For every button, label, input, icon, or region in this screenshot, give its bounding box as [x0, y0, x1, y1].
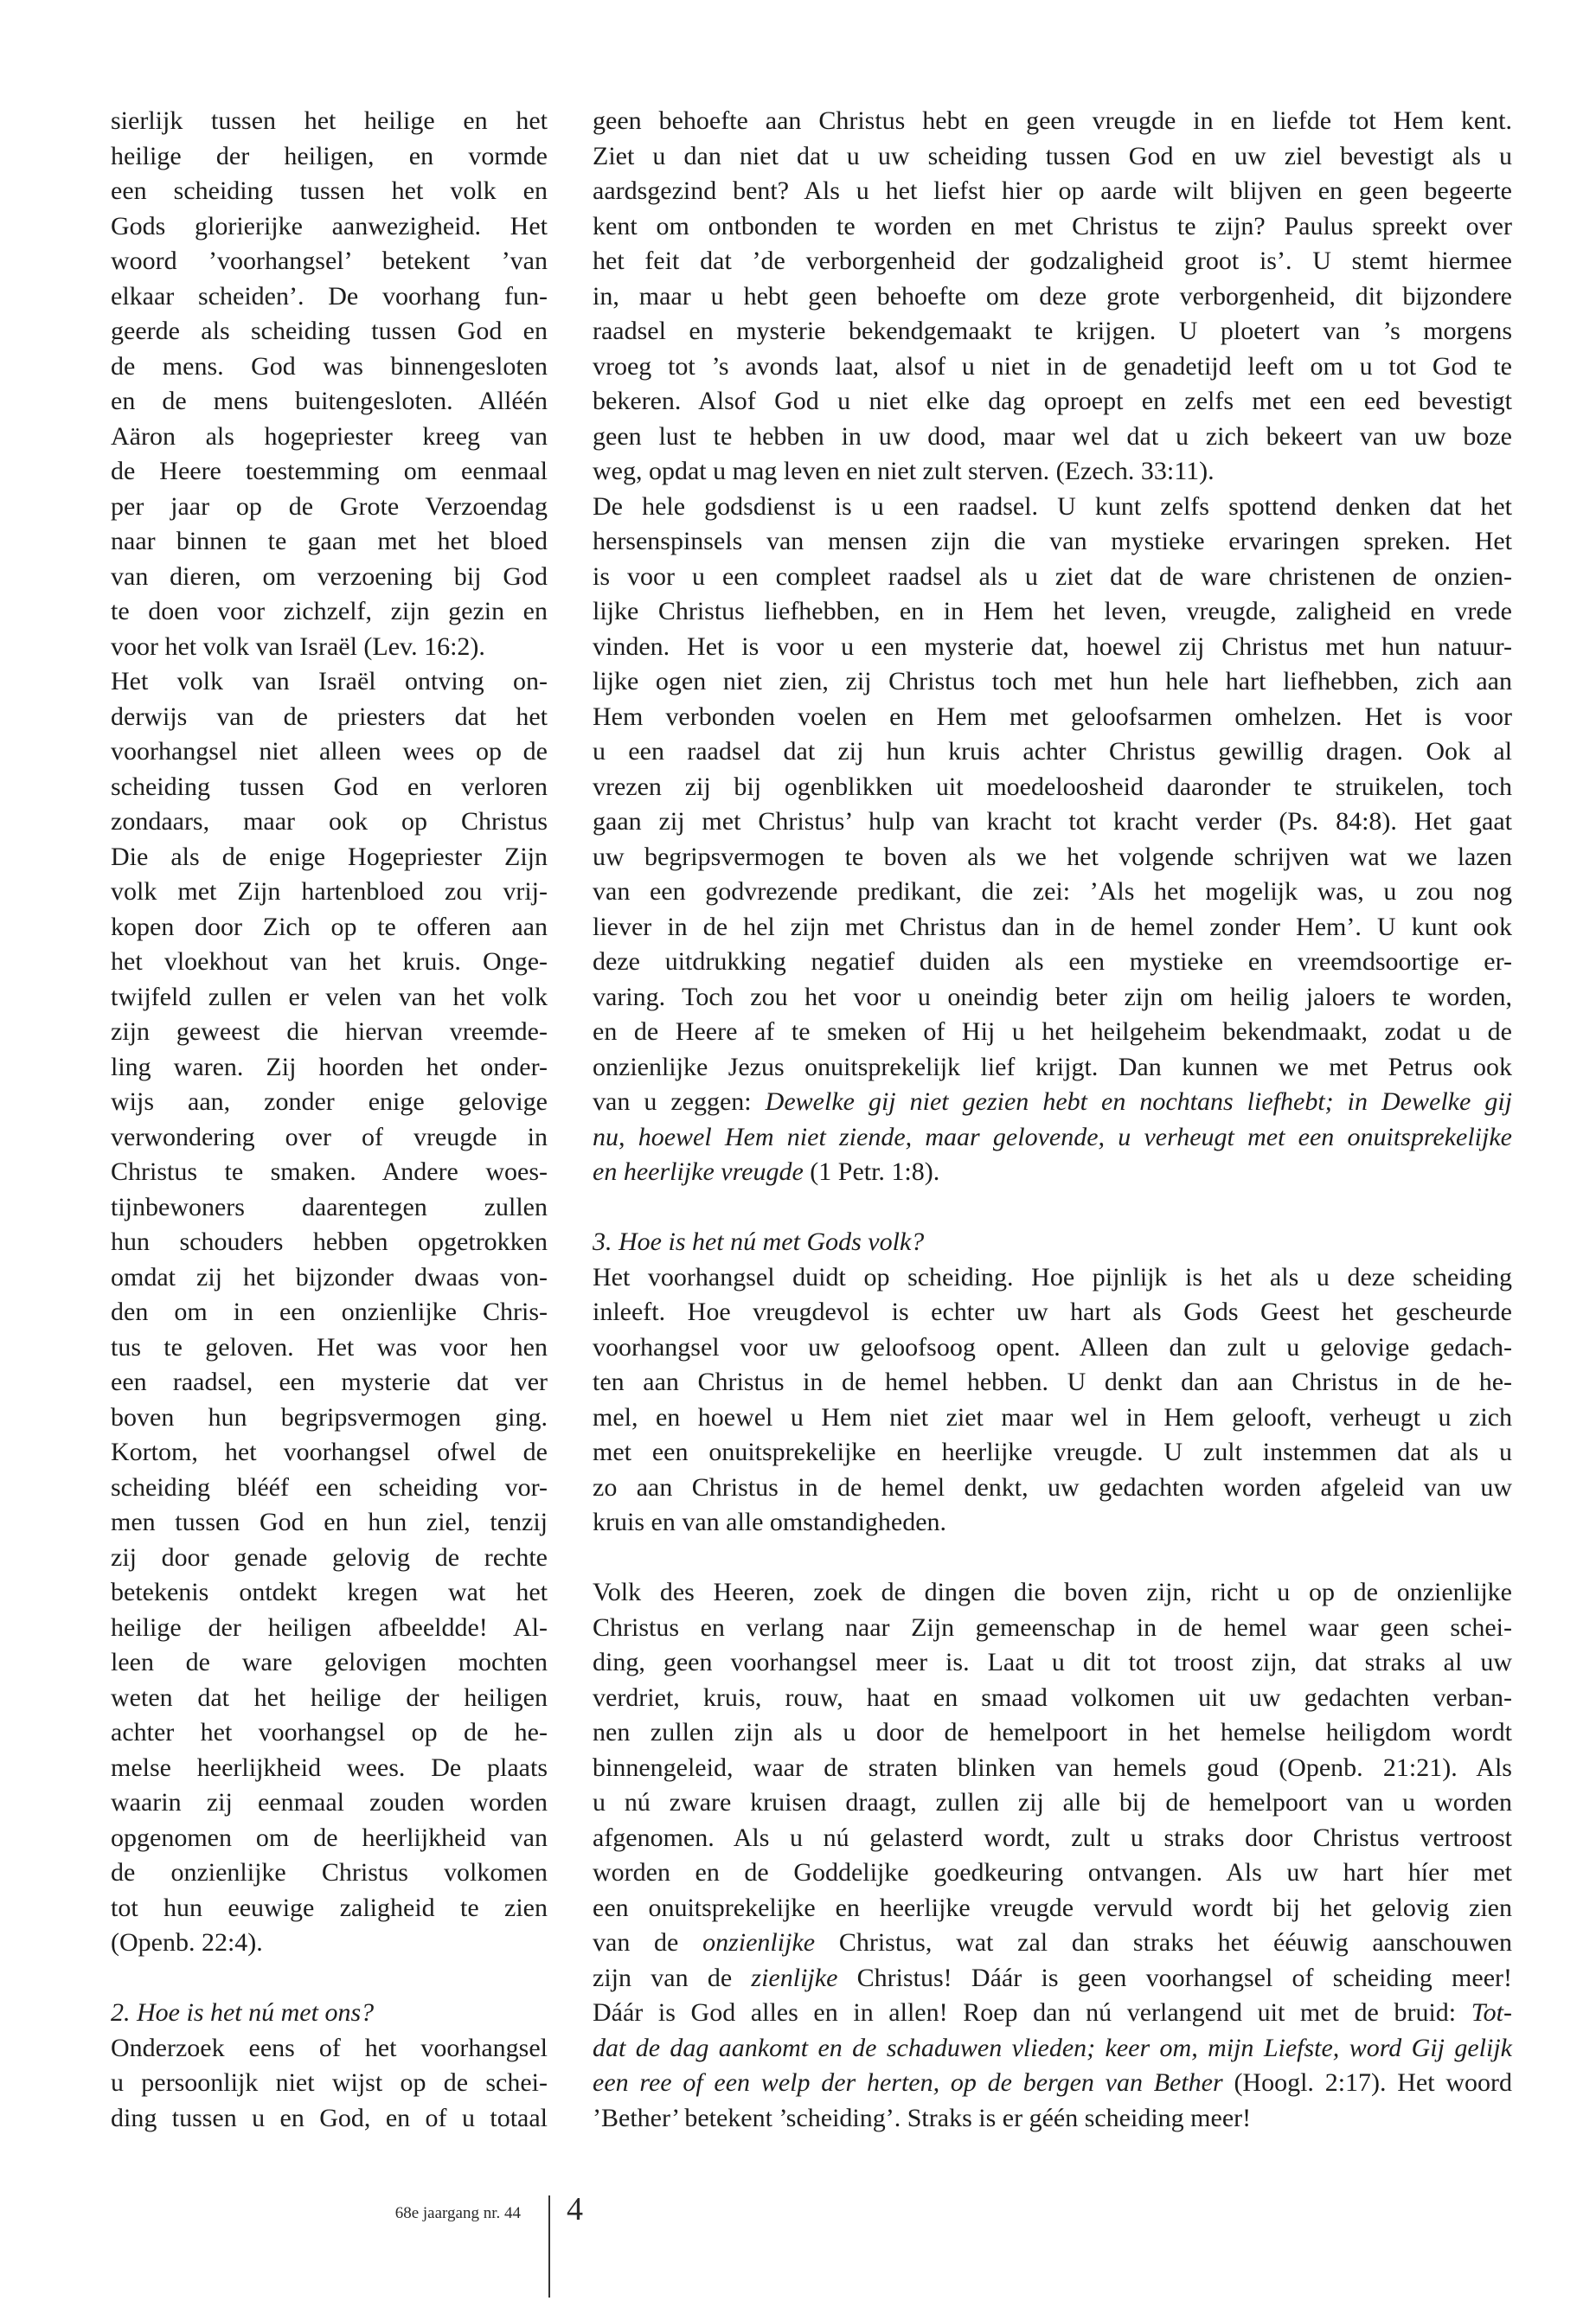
text-segment: zijn van de [593, 1963, 752, 1992]
text-line: vrezen zij bij ogenblikken uit moedeloosheid daaronder te struikelen, toch [593, 772, 1512, 801]
italic-quote: een ree of een welp der herten, op de bergen van Bether [593, 2068, 1223, 2097]
text-line: den om in een onzienlijke Chris- [111, 1298, 548, 1326]
text-line: ding, geen voorhangsel meer is. Laat u dit tot troost zijn, dat straks al uw [593, 1648, 1512, 1676]
text-line: geerde als scheiding tussen God en [111, 317, 548, 345]
text-line: binnengeleid, waar de straten blinken van hemels goud (Openb. 21:21). Als [593, 1753, 1512, 1782]
text-line: u persoonlijk niet wijst op de schei- [111, 2068, 548, 2097]
text-line: De hele godsdienst is u een raadsel. U kunt zelfs spottend denken dat het [593, 491, 1512, 521]
text-line: ding tussen u en God, en of u totaal [111, 2103, 548, 2132]
text-line: weten dat het heilige der heiligen [111, 1682, 548, 1712]
text-line: is voor u een compleet raadsel als u ziet dat de ware christenen de onzien- [593, 561, 1512, 591]
text-line: weg, opdat u mag leven en niet zult sterven. (Ezech. 33:11). [593, 457, 1215, 485]
left-column [111, 104, 548, 2136]
text-line: de mens. God was binnengesloten [111, 351, 548, 381]
section-heading: 3. Hoe is het nú met Gods volk? [593, 1227, 925, 1256]
text-line: Die als de enige Hogepriester Zijn [111, 842, 548, 871]
text-line: lijke ogen niet zien, zij Christus toch met hun hele hart liefhebben, zich aan [593, 667, 1512, 695]
text-segment: van u zeggen: [593, 1087, 766, 1116]
text-line: uw begripsvermogen te boven als we het volgende schrijven wat we lazen [593, 842, 1512, 871]
italic-quote: zienlijke [751, 1963, 838, 1992]
italic-quote: onzienlijke [702, 1928, 816, 1957]
text-line: tijnbewoners daarentegen zullen [111, 1192, 548, 1221]
section-heading-block [593, 1225, 1512, 1260]
text-line: voorhangsel niet alleen wees op de [111, 737, 548, 766]
text-line [593, 2066, 1512, 2101]
text-line: Gods glorierijke aanwezigheid. Het [111, 211, 548, 240]
paragraph [593, 1260, 1512, 1541]
text-line: ling waren. Zij hoorden het onder- [111, 1052, 548, 1081]
text-line: voorhangsel voor uw geloofsoog opent. Alleen dan zult u gelovige gedach- [593, 1332, 1512, 1362]
text-line: zijn geweest die hiervan vreemde- [111, 1017, 548, 1046]
text-line: woord ’voorhangsel’ betekent ’van [111, 247, 548, 275]
text-line: omdat zij het bijzonder dwaas von- [111, 1262, 548, 1292]
paragraph [111, 664, 548, 1961]
text-line: vroeg tot ’s avonds laat, alsof u niet in de genadetijd leeft om u tot God te [593, 351, 1512, 381]
text-line: inleeft. Hoe vreugdevol is echter uw hart als Gods Geest het gescheurde [593, 1298, 1512, 1326]
italic-quote: Dewelke gij niet gezien hebt en nochtans liefhebt; in Dewelke gij [765, 1087, 1512, 1116]
text-line: te doen voor zichzelf, zijn gezin en [111, 597, 548, 625]
text-line: Aäron als hogepriester kreeg van [111, 421, 548, 451]
text-line [593, 2031, 1512, 2067]
text-line: tot hun eeuwige zaligheid te zien [111, 1893, 548, 1922]
text-segment: Christus, wat zal dan straks het ééuwig aanschouwen [815, 1928, 1512, 1957]
text-line: zij door genade gelovig de rechte [111, 1542, 548, 1572]
text-line: van dieren, om verzoening bij God [111, 561, 548, 591]
text-line: lijke Christus liefhebben, en in Hem het leven, vreugde, zaligheid en vrede [593, 597, 1512, 625]
text-line: betekenis ontdekt kregen wat het [111, 1578, 548, 1606]
footer-divider [548, 2195, 550, 2298]
section-heading-block [111, 1996, 548, 2031]
text-line: de onzienlijke Christus volkomen [111, 1858, 548, 1887]
text-line: het vloekhout van het kruis. Onge- [111, 947, 548, 976]
text-line: onzienlijke Jezus onuitsprekelijk lief krijgt. Dan kunnen we met Petrus ook [593, 1052, 1512, 1081]
text-line: naar binnen te gaan met het bloed [111, 527, 548, 555]
text-line: scheiding blééf een scheiding vor- [111, 1472, 548, 1502]
text-segment: Christus! Dáár is geen voorhangsel of scheiding meer! [837, 1963, 1512, 1992]
text-line [593, 1120, 1512, 1156]
text-segment: Dáár is God alles en in allen! Roep dan nú verlangend uit met de bruid: [593, 1998, 1471, 2027]
text-line: per jaar op de Grote Verzoendag [111, 491, 548, 521]
text-line: ten aan Christus in de hemel hebben. U denkt dan aan Christus in de he- [593, 1368, 1512, 1396]
text-line: en de Heere af te smeken of Hij u het heilgeheim bekendmaakt, zodat u de [593, 1017, 1512, 1046]
text-line [593, 1961, 1512, 1997]
text-line: volk met Zijn hartenbloed zou vrij- [111, 877, 548, 906]
italic-quote: Tot- [1471, 1998, 1512, 2027]
text-line: vinden. Het is voor u een mysterie dat, hoewel zij Christus met hun natuur- [593, 631, 1512, 661]
text-line: tus te geloven. Het was voor hen [111, 1332, 548, 1362]
text-line: melse heerlijkheid wees. De plaats [111, 1753, 548, 1782]
text-line: u een raadsel dat zij hun kruis achter Christus gewillig dragen. Ook al [593, 737, 1512, 766]
text-line: Christus te smaken. Andere woes- [111, 1157, 548, 1186]
text-line: geen lust te hebben in uw dood, maar wel dat u zich bekeert van uw boze [593, 421, 1512, 451]
text-line: Onderzoek eens of het voorhangsel [111, 2033, 548, 2062]
text-line: opgenomen om de heerlijkheid van [111, 1823, 548, 1852]
text-line: aardsgezind bent? Als u het liefst hier op aarde wilt blijven en geen begeerte [593, 176, 1512, 205]
text-line: voor het volk van Israël (Lev. 16:2). [111, 631, 485, 661]
text-line: elkaar scheiden’. De voorhang fun- [111, 281, 548, 311]
text-line: kopen door Zich op te offeren aan [111, 912, 548, 941]
text-line: heilige der heiligen, en vormde [111, 141, 548, 170]
text-line: Christus en verlang naar Zijn gemeenschap in de hemel waar geen schei- [593, 1612, 1512, 1642]
paragraph [593, 490, 1512, 1190]
text-line: achter het voorhangsel op de he- [111, 1718, 548, 1747]
text-line: van een godvrezende predikant, die zei: ’Als het mogelijk was, u zou nog [593, 877, 1512, 906]
text-line: Kortom, het voorhangsel ofwel de [111, 1438, 548, 1466]
italic-quote: nu, hoewel Hem niet ziende, maar gelovende, u verheugt met een onuitsprekelijke [593, 1122, 1512, 1151]
text-line: met een onuitsprekelijke en heerlijke vreugde. U zult instemmen dat als u [593, 1438, 1512, 1466]
text-line: in, maar u hebt geen behoefte om deze grote verborgenheid, dit bijzondere [593, 281, 1512, 311]
text-line: nen zullen zijn als u door de hemelpoort in het hemelse heiligdom wordt [593, 1718, 1512, 1747]
text-line: hun schouders hebben opgetrokken [111, 1227, 548, 1256]
text-line: boven hun begripsvermogen ging. [111, 1402, 548, 1432]
text-line: het feit dat ’de verborgenheid der godzaligheid groot is’. U stemt hiermee [593, 247, 1512, 275]
text-line [593, 1926, 1512, 1961]
text-line: ’Bether’ betekent ’scheiding’. Straks is er géén scheiding meer! [593, 2103, 1252, 2132]
text-segment: (Hoogl. 2:17). Het woord [1222, 2068, 1512, 2097]
page-number: 4 [567, 2191, 583, 2227]
text-line: u nú zware kruisen draagt, zullen zij alle bij de hemelpoort van u worden [593, 1788, 1512, 1817]
text-line [593, 1085, 1512, 1120]
text-line: raadsel en mysterie bekendgemaakt te krijgen. U ploetert van ’s morgens [593, 317, 1512, 345]
text-line [593, 1996, 1512, 2031]
text-line: Hem verbonden voelen en Hem met geloofsarmen omhelzen. Het is voor [593, 702, 1512, 731]
text-line: deze uitdrukking negatief duiden als een mystieke en vreemdsoortige er- [593, 947, 1512, 976]
text-line: sierlijk tussen het heilige en het [111, 106, 548, 135]
text-segment: (1 Petr. 1:8). [803, 1157, 940, 1186]
text-line: zo aan Christus in de hemel denkt, uw gedachten worden afgeleid van uw [593, 1472, 1512, 1502]
italic-quote: dat de dag aankomt en de schaduwen vlieden; keer om, mijn Liefste, word Gij gelijk [593, 2033, 1512, 2062]
text-line: kruis en van alle omstandigheden. [593, 1508, 947, 1536]
section-heading: 2. Hoe is het nú met ons? [111, 1998, 375, 2027]
text-line: wijs aan, zonder enige gelovige [111, 1087, 548, 1116]
text-line: scheiding tussen God en verloren [111, 772, 548, 801]
text-line: de Heere toestemming om eenmaal [111, 457, 548, 485]
text-line: liever in de hel zijn met Christus dan in de hemel zonder Hem’. U kunt ook [593, 912, 1512, 941]
text-line: een scheiding tussen het volk en [111, 176, 548, 205]
text-line: men tussen God en hun ziel, tenzij [111, 1508, 548, 1536]
paragraph [111, 2031, 548, 2137]
text-line: waarin zij eenmaal zouden worden [111, 1788, 548, 1817]
text-line: bekeren. Alsof God u niet elke dag oproept en zelfs met een eed bevestigt [593, 387, 1512, 415]
text-line: een onuitsprekelijke en heerlijke vreugde vervuld wordt bij het gelovig zien [593, 1893, 1512, 1922]
text-line: hersenspinsels van mensen zijn die van mystieke ervaringen spreken. Het [593, 527, 1512, 555]
text-line: Het volk van Israël ontving on- [111, 667, 548, 695]
paragraph [111, 104, 548, 664]
issue-label: 68e jaargang nr. 44 [394, 2204, 521, 2222]
text-line: een raadsel, een mysterie dat ver [111, 1368, 548, 1396]
text-line [593, 1155, 1512, 1190]
text-line: kent om ontbonden te worden en met Christus te zijn? Paulus spreekt over [593, 211, 1512, 240]
text-line: heilige der heiligen afbeeldde! Al- [111, 1612, 548, 1642]
text-line: worden en de Goddelijke goedkeuring ontvangen. Als uw hart híer met [593, 1858, 1512, 1887]
text-line: verdriet, kruis, rouw, haat en smaad volkomen uit uw gedachten verban- [593, 1682, 1512, 1712]
text-line: en de mens buitengesloten. Alléén [111, 387, 548, 415]
text-line: verwondering over of vreugde in [111, 1122, 548, 1151]
italic-quote: en heerlijke vreugde [593, 1157, 804, 1186]
text-line: afgenomen. Als u nú gelasterd wordt, zult u straks door Christus vertroost [593, 1823, 1512, 1852]
text-line: derwijs van de priesters dat het [111, 702, 548, 731]
text-line: geen behoefte aan Christus hebt en geen vreugde in en liefde tot Hem kent. [593, 106, 1512, 135]
text-line: zondaars, maar ook op Christus [111, 807, 548, 836]
paragraph [593, 1575, 1512, 2136]
right-column [593, 104, 1512, 2136]
text-line: Volk des Heeren, zoek de dingen die boven zijn, richt u op de onzienlijke [593, 1578, 1512, 1606]
paragraph [593, 104, 1512, 490]
text-line: Ziet u dan niet dat u uw scheiding tussen God en uw ziel bevestigt als u [593, 141, 1512, 170]
text-line: (Openb. 22:4). [111, 1928, 263, 1957]
text-line: gaan zij met Christus’ hulp van kracht tot kracht verder (Ps. 84:8). Het gaat [593, 807, 1512, 836]
text-line: Het voorhangsel duidt op scheiding. Hoe pijnlijk is het als u deze scheiding [593, 1262, 1512, 1292]
text-line: mel, en hoewel u Hem niet ziet maar wel in Hem gelooft, verheugt u zich [593, 1402, 1512, 1432]
text-line: twijfeld zullen er velen van het volk [111, 982, 548, 1011]
text-line: leen de ware gelovigen mochten [111, 1648, 548, 1676]
text-line: varing. Toch zou het voor u oneindig beter zijn om heilig jaloers te worden, [593, 982, 1512, 1011]
text-segment: van de [593, 1928, 703, 1957]
